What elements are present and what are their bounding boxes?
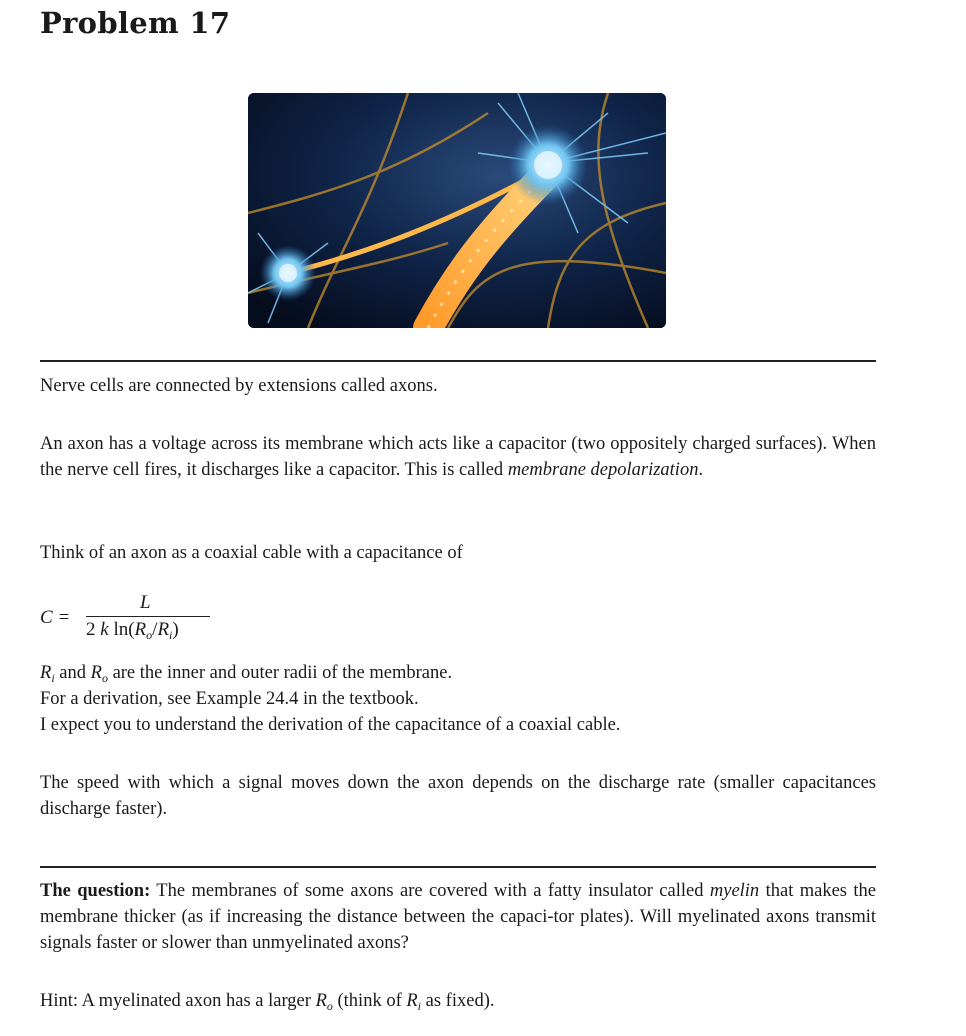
sub-i: i xyxy=(51,671,55,685)
expectation-line: I expect you to understand the derivation of the capacitance of a coaxial cable. xyxy=(40,715,621,735)
equation-numerator: L xyxy=(140,592,151,613)
capacitor-text-end: . xyxy=(698,460,704,480)
hint-sub-i: i xyxy=(417,999,422,1013)
and-text: and xyxy=(54,663,91,683)
hint-paragraph xyxy=(40,988,876,1019)
speed-paragraph: The speed with which a signal moves down the axon depends on the discharge rate (smaller capacitances discharge faster). xyxy=(40,773,876,819)
r-outer-symbol: R xyxy=(90,663,102,683)
intro-paragraph: Nerve cells are connected by extensions called axons. xyxy=(40,376,438,396)
myelin-term: myelin xyxy=(709,881,760,901)
neuron-illustration xyxy=(248,93,666,328)
sub-o: o xyxy=(101,671,108,685)
den-k: k xyxy=(100,619,109,640)
den-r-outer: R xyxy=(134,619,147,640)
equation-lhs: C = xyxy=(40,607,71,628)
hint-r-inner: R xyxy=(406,991,418,1011)
den-coefficient: 2 xyxy=(86,619,96,640)
den-sub-o: o xyxy=(146,628,153,642)
question-text-1: The membranes of some axons are covered with a fatty insulator called xyxy=(150,881,710,901)
section-divider-bottom xyxy=(40,866,876,868)
hint-middle: (think of xyxy=(332,991,407,1011)
question-text-2: that makes the membrane thicker (as if increasing the distance between the capaci-tor plates). Will myelinated axons transmit signals faster or slower than unmyelinated axons? xyxy=(40,881,877,953)
depolarization-term: membrane depolarization xyxy=(507,460,699,480)
hint-sub-o: o xyxy=(326,999,333,1013)
hint-suffix: as fixed). xyxy=(421,991,495,1011)
hint-prefix: Hint: A myelinated axon has a larger xyxy=(40,991,316,1011)
hint-r-outer: R xyxy=(315,991,327,1011)
capacitor-text: An axon has a voltage across its membrane which acts like a capacitor (two oppositely charged surfaces). When the nerve cell fires, it discharges like a capacitor. This is called xyxy=(40,434,876,480)
page-title: Problem 17 xyxy=(40,6,231,40)
capacitor-paragraph xyxy=(40,431,876,483)
radii-description: are the inner and outer radii of the membrane. xyxy=(107,663,453,683)
den-r-inner: R xyxy=(157,619,170,640)
section-divider-top xyxy=(40,360,876,362)
den-slash: / xyxy=(152,619,158,640)
question-paragraph xyxy=(40,878,876,956)
equation-denominator xyxy=(86,619,179,643)
den-sub-i: i xyxy=(169,628,173,642)
den-ln: ln( xyxy=(113,619,135,640)
r-inner-symbol: R xyxy=(40,663,52,683)
question-label: The question: xyxy=(40,881,151,901)
fraction-bar xyxy=(86,616,210,617)
neuron-image-icon xyxy=(248,93,666,328)
derivation-line: For a derivation, see Example 24.4 in the textbook. xyxy=(40,689,419,709)
coaxial-paragraph: Think of an axon as a coaxial cable with a capacitance of xyxy=(40,543,463,563)
den-close: ) xyxy=(172,619,179,640)
